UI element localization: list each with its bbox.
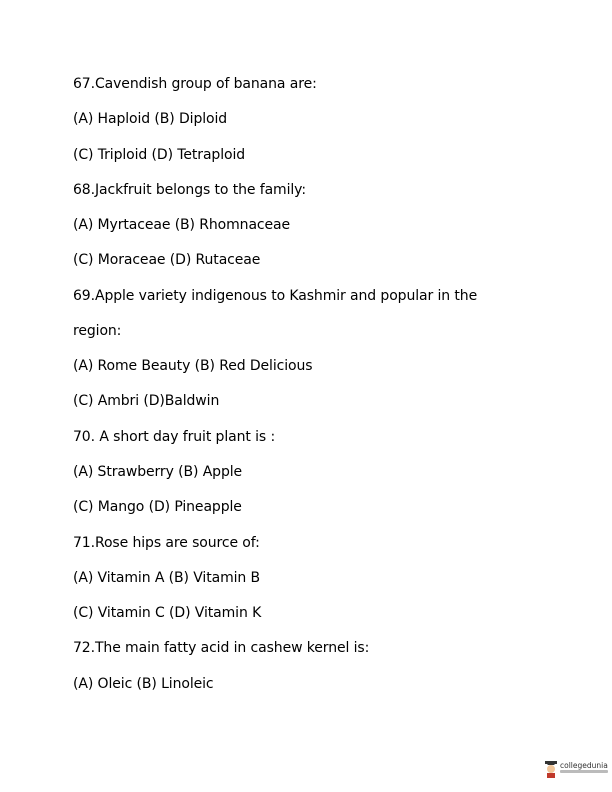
question-70-options-ab: (A) Strawberry (B) Apple	[73, 464, 243, 480]
question-72-options-ab: (A) Oleic (B) Linoleic	[73, 676, 214, 692]
question-68: 68.Jackfruit belongs to the family:	[73, 182, 306, 198]
question-70-options-cd: (C) Mango (D) Pineapple	[73, 499, 242, 515]
question-71: 71.Rose hips are source of:	[73, 535, 260, 551]
question-72: 72.The main fatty acid in cashew kernel is:	[73, 640, 370, 656]
question-71-options-cd: (C) Vitamin C (D) Vitamin K	[73, 605, 262, 621]
collegedunia-watermark	[544, 759, 610, 781]
collegedunia-tagline-bar	[560, 770, 608, 773]
question-69-continued: region:	[73, 323, 122, 339]
question-69-options-cd: (C) Ambri (D)Baldwin	[73, 393, 220, 409]
question-71-options-ab: (A) Vitamin A (B) Vitamin B	[73, 570, 261, 586]
question-70: 70. A short day fruit plant is :	[73, 429, 276, 445]
collegedunia-logo-icon	[544, 759, 559, 779]
question-67-options-ab: (A) Haploid (B) Diploid	[73, 111, 228, 127]
collegedunia-brand-text: collegedunia	[560, 761, 608, 770]
question-67: 67.Cavendish group of banana are:	[73, 76, 317, 92]
question-68-options-cd: (C) Moraceae (D) Rutaceae	[73, 252, 261, 268]
question-68-options-ab: (A) Myrtaceae (B) Rhomnaceae	[73, 217, 291, 233]
question-67-options-cd: (C) Triploid (D) Tetraploid	[73, 147, 246, 163]
question-69: 69.Apple variety indigenous to Kashmir and popular in the	[73, 288, 478, 304]
question-69-options-ab: (A) Rome Beauty (B) Red Delicious	[73, 358, 313, 374]
